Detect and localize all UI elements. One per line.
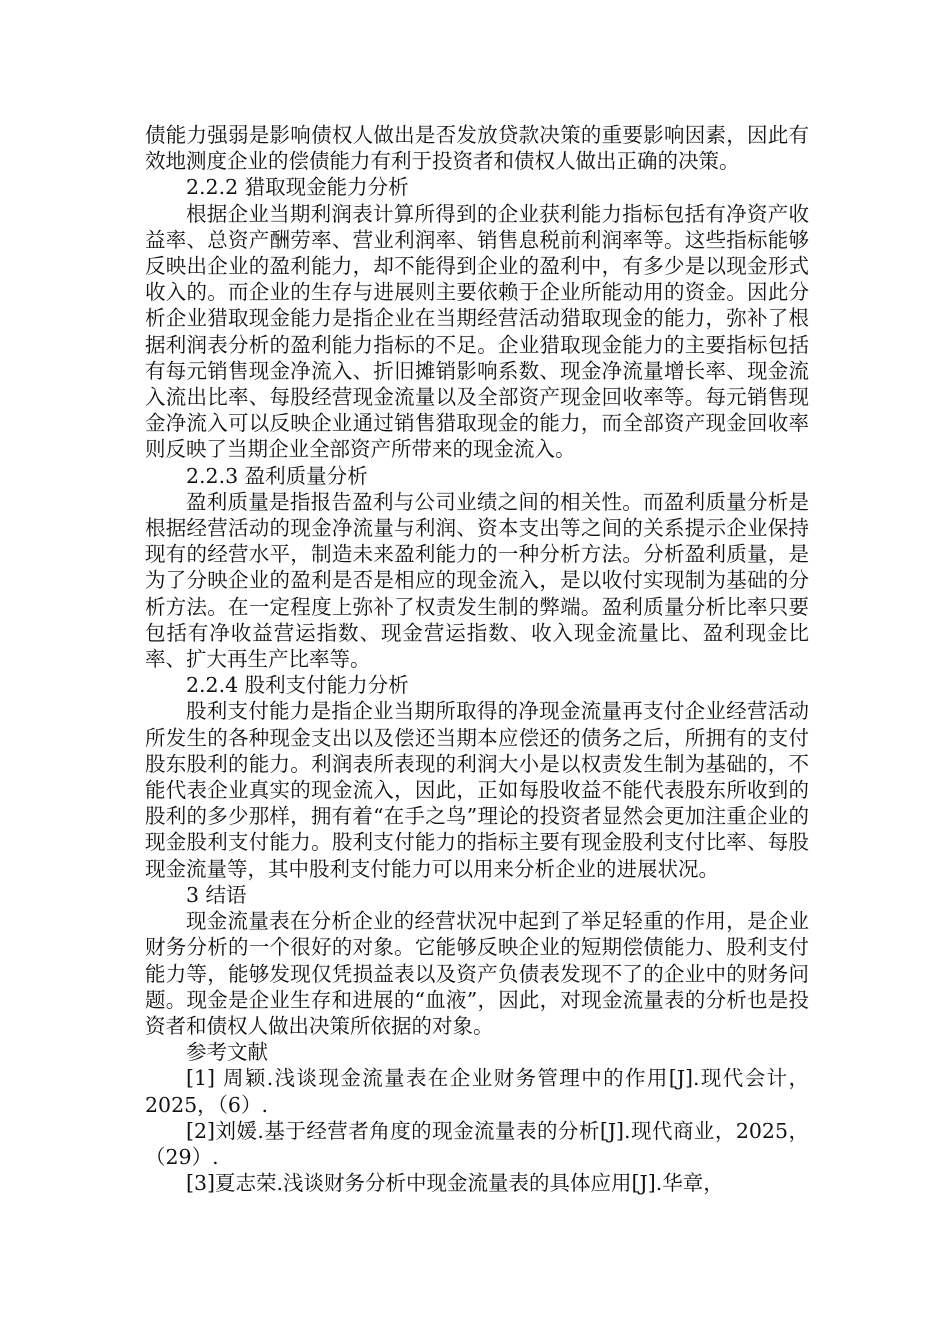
section-heading-2-2-2: 2.2.2 猎取现金能力分析 [186, 175, 409, 200]
section-heading-2-2-3: 2.2.3 盈利质量分析 [186, 463, 368, 488]
section-heading-2-2-4: 2.2.4 股利支付能力分析 [186, 673, 409, 698]
reference-item-2: [2]刘媛.基于经营者角度的现金流量表的分析[J].现代商业，2025，（29）. [145, 1118, 809, 1169]
document-body [145, 122, 809, 1196]
paragraph-earnings-quality: 盈利质量是指报告盈利与公司业绩之间的相关性。而盈利质量分析是根据经营活动的现金净流量与利润、资本支出等之间的关系提示企业保持现有的经营水平，制造未来盈利能力的一种分析方法。分析盈利质量，是为了分映企业的盈利是否是相应的现金流入，是以收付实现制为基础的分析方法。在一定程度上弥补了权责发生制的弊端。盈利质量分析比率只要包括有净收益营运指数、现金营运指数、收入现金流量比、盈利现金比率、扩大再生产比率等。 [145, 489, 809, 672]
reference-item-1: [1] 周颖.浅谈现金流量表在企业财务管理中的作用[J].现代会计，2025，（6）. [145, 1066, 809, 1117]
reference-item-3: [3]夏志荣.浅谈财务分析中现金流量表的具体应用[J].华章， [186, 1171, 724, 1196]
paragraph-cash-acquisition: 根据企业当期利润表计算所得到的企业获利能力指标包括有净资产收益率、总资产酬劳率、营业利润率、销售息税前利润率等。这些指标能够反映出企业的盈利能力，却不能得到企业的盈利中，有多少是以现金形式收入的。而企业的生存与进展则主要依赖于企业所能动用的资金。因此分析企业猎取现金能力是指企业在当期经营活动猎取现金的能力，弥补了根据利润表分析的盈利能力指标的不足。企业猎取现金能力的主要指标包括有每元销售现金净流入、折旧摊销影响系数、现金净流量增长率、现金流入流出比率、每股经营现金流量以及全部资产现金回收率等。每元销售现金净流入可以反映企业通过销售猎取现金的能力，而全部资产现金回收率则反映了当期企业全部资产所带来的现金流入。 [145, 201, 809, 462]
paragraph-conclusion: 现金流量表在分析企业的经营状况中起到了举足轻重的作用，是企业财务分析的一个很好的对象。它能够反映企业的短期偿债能力、股利支付能力等，能够发现仅凭损益表以及资产负债表发现不了的企业中的财务问题。现金是企业生存和进展的“血液”，因此，对现金流量表的分析也是投资者和债权人做出决策所依据的对象。 [145, 909, 809, 1038]
paragraph-solvency-continued: 债能力强弱是影响债权人做出是否发放贷款决策的重要影响因素，因此有效地测度企业的偿债能力有利于投资者和债权人做出正确的决策。 [145, 123, 809, 174]
paragraph-dividend-capacity: 股利支付能力是指企业当期所取得的净现金流量再支付企业经营活动所发生的各种现金支出以及偿还当期本应偿还的债务之后，所拥有的支付股东股利的能力。利润表所表现的利润大小是以权责发生制为基础的，不能代表企业真实的现金流入，因此，正如每股收益不能代表股东所收到的股利的多少那样，拥有着“在手之鸟”理论的投资者显然会更加注重企业的现金股利支付能力。股利支付能力的指标主要有现金股利支付比率、每股现金流量等，其中股利支付能力可以用来分析企业的进展状况。 [145, 699, 809, 881]
references-heading: 参考文献 [186, 1040, 268, 1065]
section-heading-conclusion: 3 结语 [186, 882, 247, 907]
